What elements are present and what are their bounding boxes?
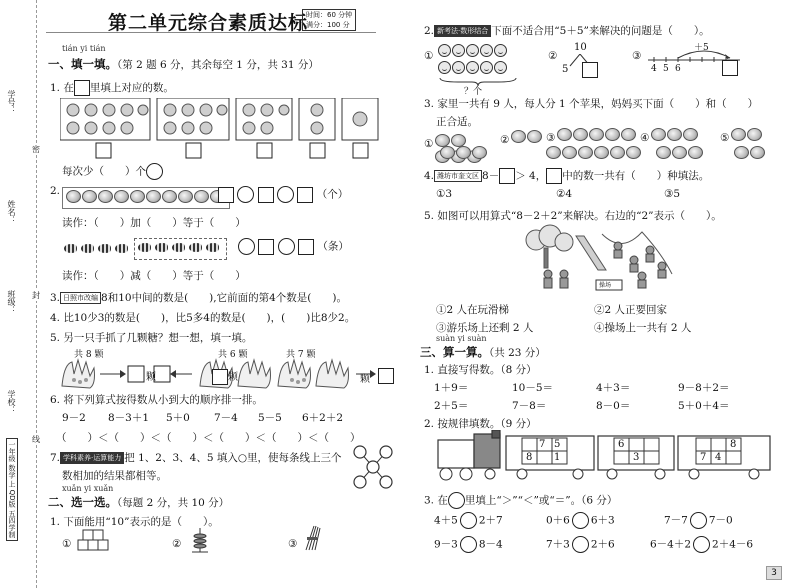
train-car1-n3: 8 [526,452,533,463]
section2-pinyin: xuǎn yi xuǎn [62,484,114,493]
q3-3: 3. 在 里填上“＞”“＜”或“＝”。（6 分） [424,492,617,509]
answer-box[interactable] [722,60,738,76]
q2-1-opt2[interactable]: ② [172,538,182,550]
q1-1-footer: 每次少（ ）个 [62,163,163,180]
section3-note: （共 23 分） [489,347,546,359]
q2-3-line2: 正合适。 [436,116,478,128]
q3-2: 2. 按规律填数。（9 分） [424,418,537,430]
train-car2-n2: 3 [633,452,640,463]
numberline-plus-label: ＋5 [694,43,709,53]
apple-row-lower-4 [656,146,704,162]
q2-2-opt1[interactable]: ① [424,50,434,62]
split-answer [582,62,598,78]
fish-picture-dashed-group [134,238,227,260]
answer-circle[interactable] [693,536,710,553]
page-title: 第二单元综合素质达标 [108,12,309,34]
answer-box[interactable] [218,187,234,203]
q1-5: 5. 另一只手抓了几颗糖？想一想，填一填。 [50,332,253,344]
answer-circle[interactable] [277,186,294,203]
section2-heading: 二、选一选。 [48,495,117,509]
section1-pinyin: tián yi tián [62,44,106,53]
numberline-tick-4: 4 [651,64,657,74]
calc-3: 4＋3＝ [596,382,631,394]
cut-mark-mi: 密 [32,145,40,154]
q2-1: 1. 下面能用“10”表示的是（ ）。 [50,516,219,528]
q1-2-label: 2. [50,185,61,197]
compare-2: 0＋6 6＋3 [546,512,615,529]
numberline-answer [722,60,738,76]
hand-total-2: 共 6 颗 [218,350,248,360]
answer-box[interactable] [258,239,274,255]
q1-1-prompt: 1. 在 里填上对应的数。 [50,82,174,94]
section2-note: （每题 2 分，共 10 分） [117,497,230,509]
q2-2: 2. 新考法·数形结合 下面不适合用“5＋5”来解决的问题是（ ）。 [424,25,710,37]
fruit-picture [62,187,230,209]
read-as-sub: 读作：（ ）减（ ）等于（ ） [62,270,246,282]
hand-unit-1: 颗 [146,372,156,383]
circle-puzzle-figure [352,444,394,490]
answer-circle[interactable] [237,186,254,203]
apple-row-lower-5 [734,146,766,162]
hand-answer-3 [378,368,394,384]
q2-5-opt3[interactable]: ③游乐场上还剩 2 人 [436,322,534,334]
playground-sign: 操场 [599,282,612,289]
q2-4: 4. 潍坊市奎文区 8－ ＞ 4， 中的数一共有（ ）种填法。 [424,170,710,182]
q2-3-options: ① [424,134,483,166]
q1-3-tag: 日照市改编 [60,292,101,304]
compare-3: 7－7 7－0 [664,512,733,529]
answer-box[interactable] [74,80,90,96]
side-label-name: 姓名： [7,200,16,224]
q2-2-tag: 新考法·数形结合 [434,25,491,37]
q1-6-order-line: （ ）＜（ ）＜（ ）＜（ ）＜（ ）＜（ ） [56,432,361,444]
calc-4: 9－8＋2＝ [678,382,730,394]
q1-6: 6. 将下列算式按得数从小到大的顺序排一排。 [50,394,263,406]
q2-2-opt2[interactable]: ② [548,50,558,62]
full-score: 满分：100 分 [306,21,350,29]
train-car3-n3: 4 [715,452,722,463]
side-label-student-id: 学号： [7,90,16,114]
train-car1-n1: 7 [539,439,546,450]
unit-tiao: （条） [317,240,349,253]
calc-8: 5＋0＋4＝ [678,400,730,412]
answer-box[interactable] [212,369,228,385]
q3-1: 1. 直接写得数。（8 分） [424,364,537,376]
time-limit: 时间：60 分钟 [306,11,353,19]
q2-3-opt3[interactable]: ③ [546,128,637,144]
answer-circle[interactable] [690,512,707,529]
answer-circle[interactable] [460,536,477,553]
exam-info-box [302,9,356,31]
calc-5: 2＋5＝ [434,400,469,412]
compare-6: 6－4＋2 2＋4－6 [650,536,753,553]
answer-box[interactable] [499,168,515,184]
train-car3-n2: 7 [700,452,707,463]
hand-unit-3: 颗 [360,374,370,385]
section3-header [420,344,546,360]
hand-total-3: 共 7 颗 [286,350,316,360]
q1-4: 4. 比10少3的数是( )，比5多4的数是( )，( )比8少2。 [50,312,356,324]
read-as-add: 读作：（ ）加（ ）等于（ ） [62,217,246,229]
split-top-number: 10 [574,42,587,53]
train-car2-n1: 6 [618,439,625,450]
split-left-number: 5 [562,64,569,75]
answer-circle[interactable] [238,238,255,255]
stick-bundle-icon [302,524,322,552]
q2-4-tag: 潍坊市奎文区 [434,170,482,182]
cut-mark-xian: 线 [32,435,40,444]
section1-note: （第 2 题 6 分，其余每空 1 分，共 31 分） [117,59,319,71]
side-label-school: 学校： [7,390,16,414]
numberline-tick-5: 5 [663,64,669,74]
answer-circle[interactable] [278,238,295,255]
hand-total-1: 共 8 颗 [74,350,104,360]
q2-3-opt2[interactable]: ② [500,130,543,146]
q2-3: 3. 家里一共有 9 人，每人分 1 个苹果，妈妈买下面（ ）和（ ） [424,98,759,110]
train-figure [434,430,774,482]
q1-7-line2: 数相加的结果都相等。 [62,470,167,482]
q2-5-opt2[interactable]: ②2 人正要回家 [594,304,668,316]
q2-4-opt1[interactable]: ①3 [436,188,453,200]
apple-row-lower [440,146,488,162]
answer-box[interactable] [546,168,562,184]
fish-picture-left [62,242,134,258]
q2-1-opt3[interactable]: ③ [288,538,298,550]
q2-4-opt2[interactable]: ②4 [556,188,573,200]
answer-circle[interactable] [448,492,465,509]
smiley-caption: ？个 [464,87,483,97]
calc-2: 10－5＝ [512,382,554,394]
q2-3-opt4[interactable]: ④ [640,128,699,144]
train-car1-n4: 1 [554,452,561,463]
calc-1: 1＋9＝ [434,382,469,394]
section1-header [48,56,319,72]
calc-7: 8－0＝ [596,400,631,412]
section1-heading: 一、填一填。 [48,57,117,71]
q2-5: 5. 如图可以用算式“8－2＋2”来解决。右边的“2”表示（ ）。 [424,210,722,222]
answer-box[interactable] [297,187,313,203]
answer-box[interactable] [582,62,598,78]
page-number: 3 [766,566,782,580]
train-car3-n1: 8 [730,439,737,450]
cube-blocks-icon [76,528,110,552]
answer-box[interactable] [298,239,314,255]
q1-2-equation-fish [238,238,349,255]
q1-6-exprs: 9－2 8－3＋1 5＋0 7－4 5－5 6＋2＋2 [62,412,344,424]
apple-row-lower-3 [546,146,642,162]
side-label-class: 班级： [7,290,16,314]
answer-circle[interactable] [572,512,589,529]
section2-header [48,494,229,510]
answer-circle[interactable] [572,536,589,553]
abacus-icon [188,526,212,554]
cut-mark-feng: 封 [32,291,40,300]
compare-4: 9－3 8－4 [434,536,503,553]
edition-strip: 一年级 数学 上 QD版 五四学制 [6,438,18,541]
answer-circle[interactable] [146,163,163,180]
answer-box[interactable] [258,187,274,203]
q2-5-opt1[interactable]: ①2 人在玩滑梯 [436,304,510,316]
q2-4-opt3[interactable]: ③5 [664,188,681,200]
sun-counting-figure [60,98,385,160]
q2-3-opt5[interactable]: ⑤ [720,128,763,144]
q1-7: 7. 学科素养·运算能力 把 1、2、3、4、5 填入○里，使每条线上三个 [50,452,342,464]
numberline-tick-6: 6 [675,64,681,74]
header-rule [46,32,376,33]
answer-circle[interactable] [460,512,477,529]
section3-pinyin: suàn yi suàn [436,334,487,343]
smiley-group [438,44,508,77]
q1-7-tag: 学科素养·运算能力 [60,452,124,464]
train-car1-n2: 5 [554,439,561,450]
q2-5-opt4[interactable]: ④操场上一共有 2 人 [594,322,692,334]
q2-1-opt1[interactable]: ① [62,538,72,550]
compare-5: 7＋3 2＋6 [546,536,615,553]
calc-6: 7－8＝ [512,400,547,412]
compare-1: 4＋5 2＋7 [434,512,503,529]
q1-3: 3. 日照市改编 8和10中间的数是( ),它前面的第4个数是( )。 [50,292,347,304]
q2-2-opt3[interactable]: ③ [632,50,642,62]
answer-box[interactable] [378,368,394,384]
unit-ge: （个） [316,188,349,201]
hand-answer-2: 颗 [212,368,238,385]
q1-2-equation-fruit [218,186,348,203]
section3-heading: 三、算一算。 [420,345,489,359]
